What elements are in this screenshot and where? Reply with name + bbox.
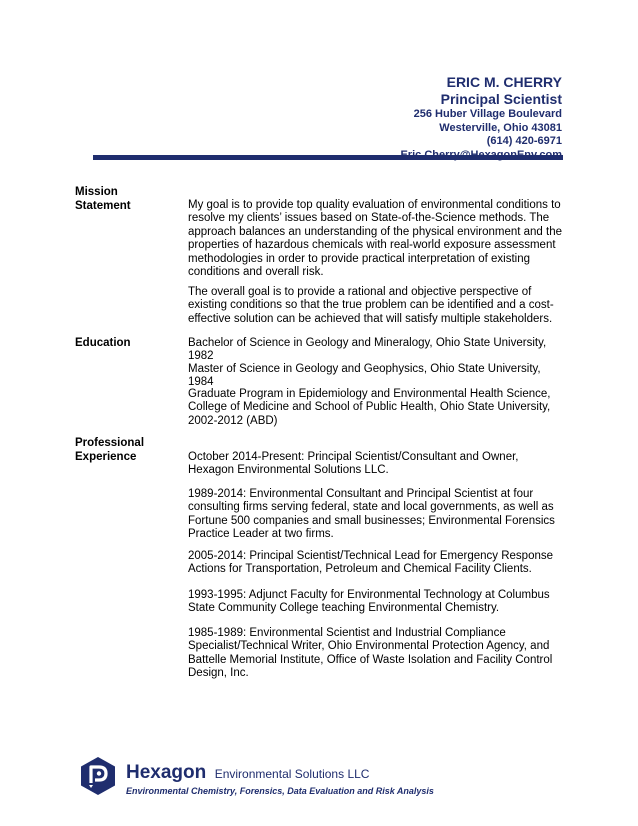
experience-label-line2: Experience — [75, 450, 137, 463]
header-divider — [93, 155, 563, 160]
person-title: Principal Scientist — [440, 91, 562, 107]
experience-label — [75, 437, 144, 464]
mission-label-line2: Statement — [75, 199, 131, 212]
experience-label-line1: Professional — [75, 437, 145, 449]
company-brand — [126, 762, 369, 784]
education-item: Graduate Program in Epidemiology and Environmental Health Science, College of Medicine and School of Public Health, Ohio State University, 2002-2012 (ABD) — [188, 388, 551, 427]
brand-suffix: Environmental Solutions LLC — [214, 767, 370, 781]
contact-header — [400, 74, 562, 162]
mission-paragraph-2: The overall goal is to provide a rational and objective perspective of existing conditions so that the true problem can be identified and a cost-effective solution can be achieved that will satisfy multiple stakeholders. — [188, 286, 554, 325]
education-item: Bachelor of Science in Geology and Mineralogy, Ohio State University, 1982 — [188, 337, 547, 363]
education-label: Education — [75, 337, 131, 349]
person-name: ERIC M. CHERRY — [446, 74, 562, 90]
mission-label-line1: Mission — [75, 186, 118, 198]
experience-item: 1985-1989: Environmental Scientist and Industrial Compliance Specialist/Technical Writer, Ohio Environmental Protection Agency, and Battelle Memorial Institute, Office of Waste Isolation and Facility Control Design, Inc. — [188, 627, 553, 680]
address-line-1: 256 Huber Village Boulevard — [413, 108, 562, 120]
education-item: Master of Science in Geology and Geophysics, Ohio State University, 1984 — [188, 363, 541, 389]
experience-item: 1989-2014: Environmental Consultant and Principal Scientist at four consulting firms serving federal, state and local governments, as well as Fortune 500 companies and small businesses; Environmental Forensics Practice Leader at two firms. — [188, 488, 555, 541]
experience-item: 2005-2014: Principal Scientist/Technical Lead for Emergency Response Actions for Transportation, Petroleum and Chemical Facility Clients. — [188, 550, 554, 576]
address-line-2: Westerville, Ohio 43081 — [439, 121, 562, 134]
company-tagline: Environmental Chemistry, Forensics, Data Evaluation and Risk Analysis — [126, 786, 434, 796]
experience-item: October 2014-Present: Principal Scientist/Consultant and Owner, Hexagon Environmental Solutions LLC. — [188, 451, 519, 477]
experience-item: 1993-1995: Adjunct Faculty for Environmental Technology at Columbus State Community College teaching Environmental Chemistry. — [188, 589, 550, 615]
hexagon-logo-icon — [78, 756, 118, 796]
mission-paragraph-1: My goal is to provide top quality evaluation of environmental conditions to resolve my clients’ issues based on State-of-the-Science methods. The approach balances an understanding of the physical environment and the properties of hazardous chemicals with real-world exposure assessment methodologies in order to provide practical interpretation of existing conditions and overall risk. — [188, 199, 563, 279]
brand-name: Hexagon — [126, 762, 207, 783]
phone-number: (614) 420-6971 — [486, 135, 562, 147]
mission-label — [75, 186, 131, 213]
